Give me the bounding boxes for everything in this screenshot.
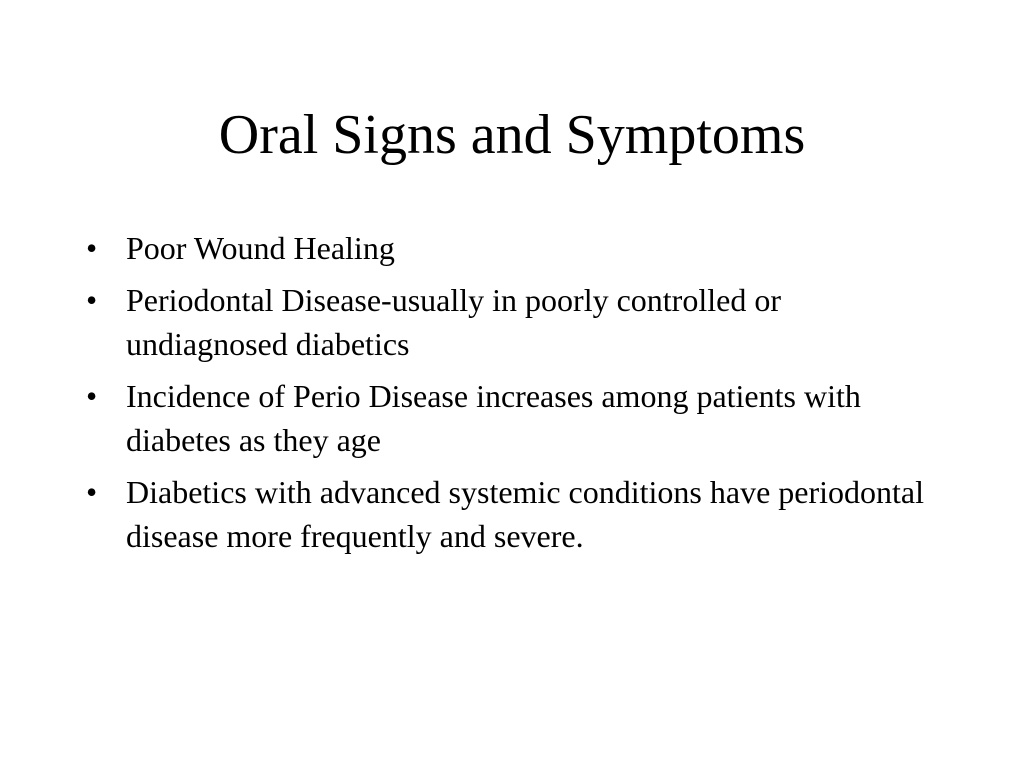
- bullet-item-poor-wound-healing: [86, 226, 946, 270]
- bullet-text: Incidence of Perio Disease increases among patients with diabetes as they age: [126, 378, 861, 458]
- bullet-text: Diabetics with advanced systemic conditions have periodontal disease more frequently and severe.: [126, 474, 924, 554]
- slide-title: Oral Signs and Symptoms: [218, 104, 806, 166]
- bullet-item-periodontal-disease: [86, 278, 946, 366]
- bullet-list: [86, 226, 946, 566]
- bullet-point-icon: •: [86, 282, 98, 318]
- bullet-point-icon: •: [86, 378, 98, 414]
- bullet-item-incidence: [86, 374, 946, 462]
- bullet-point-icon: •: [86, 474, 98, 510]
- bullet-item-advanced-conditions: [86, 470, 946, 558]
- bullet-point-icon: •: [86, 230, 98, 266]
- bullet-text: Poor Wound Healing: [126, 230, 395, 266]
- bullet-text: Periodontal Disease-usually in poorly controlled or undiagnosed diabetics: [126, 282, 781, 362]
